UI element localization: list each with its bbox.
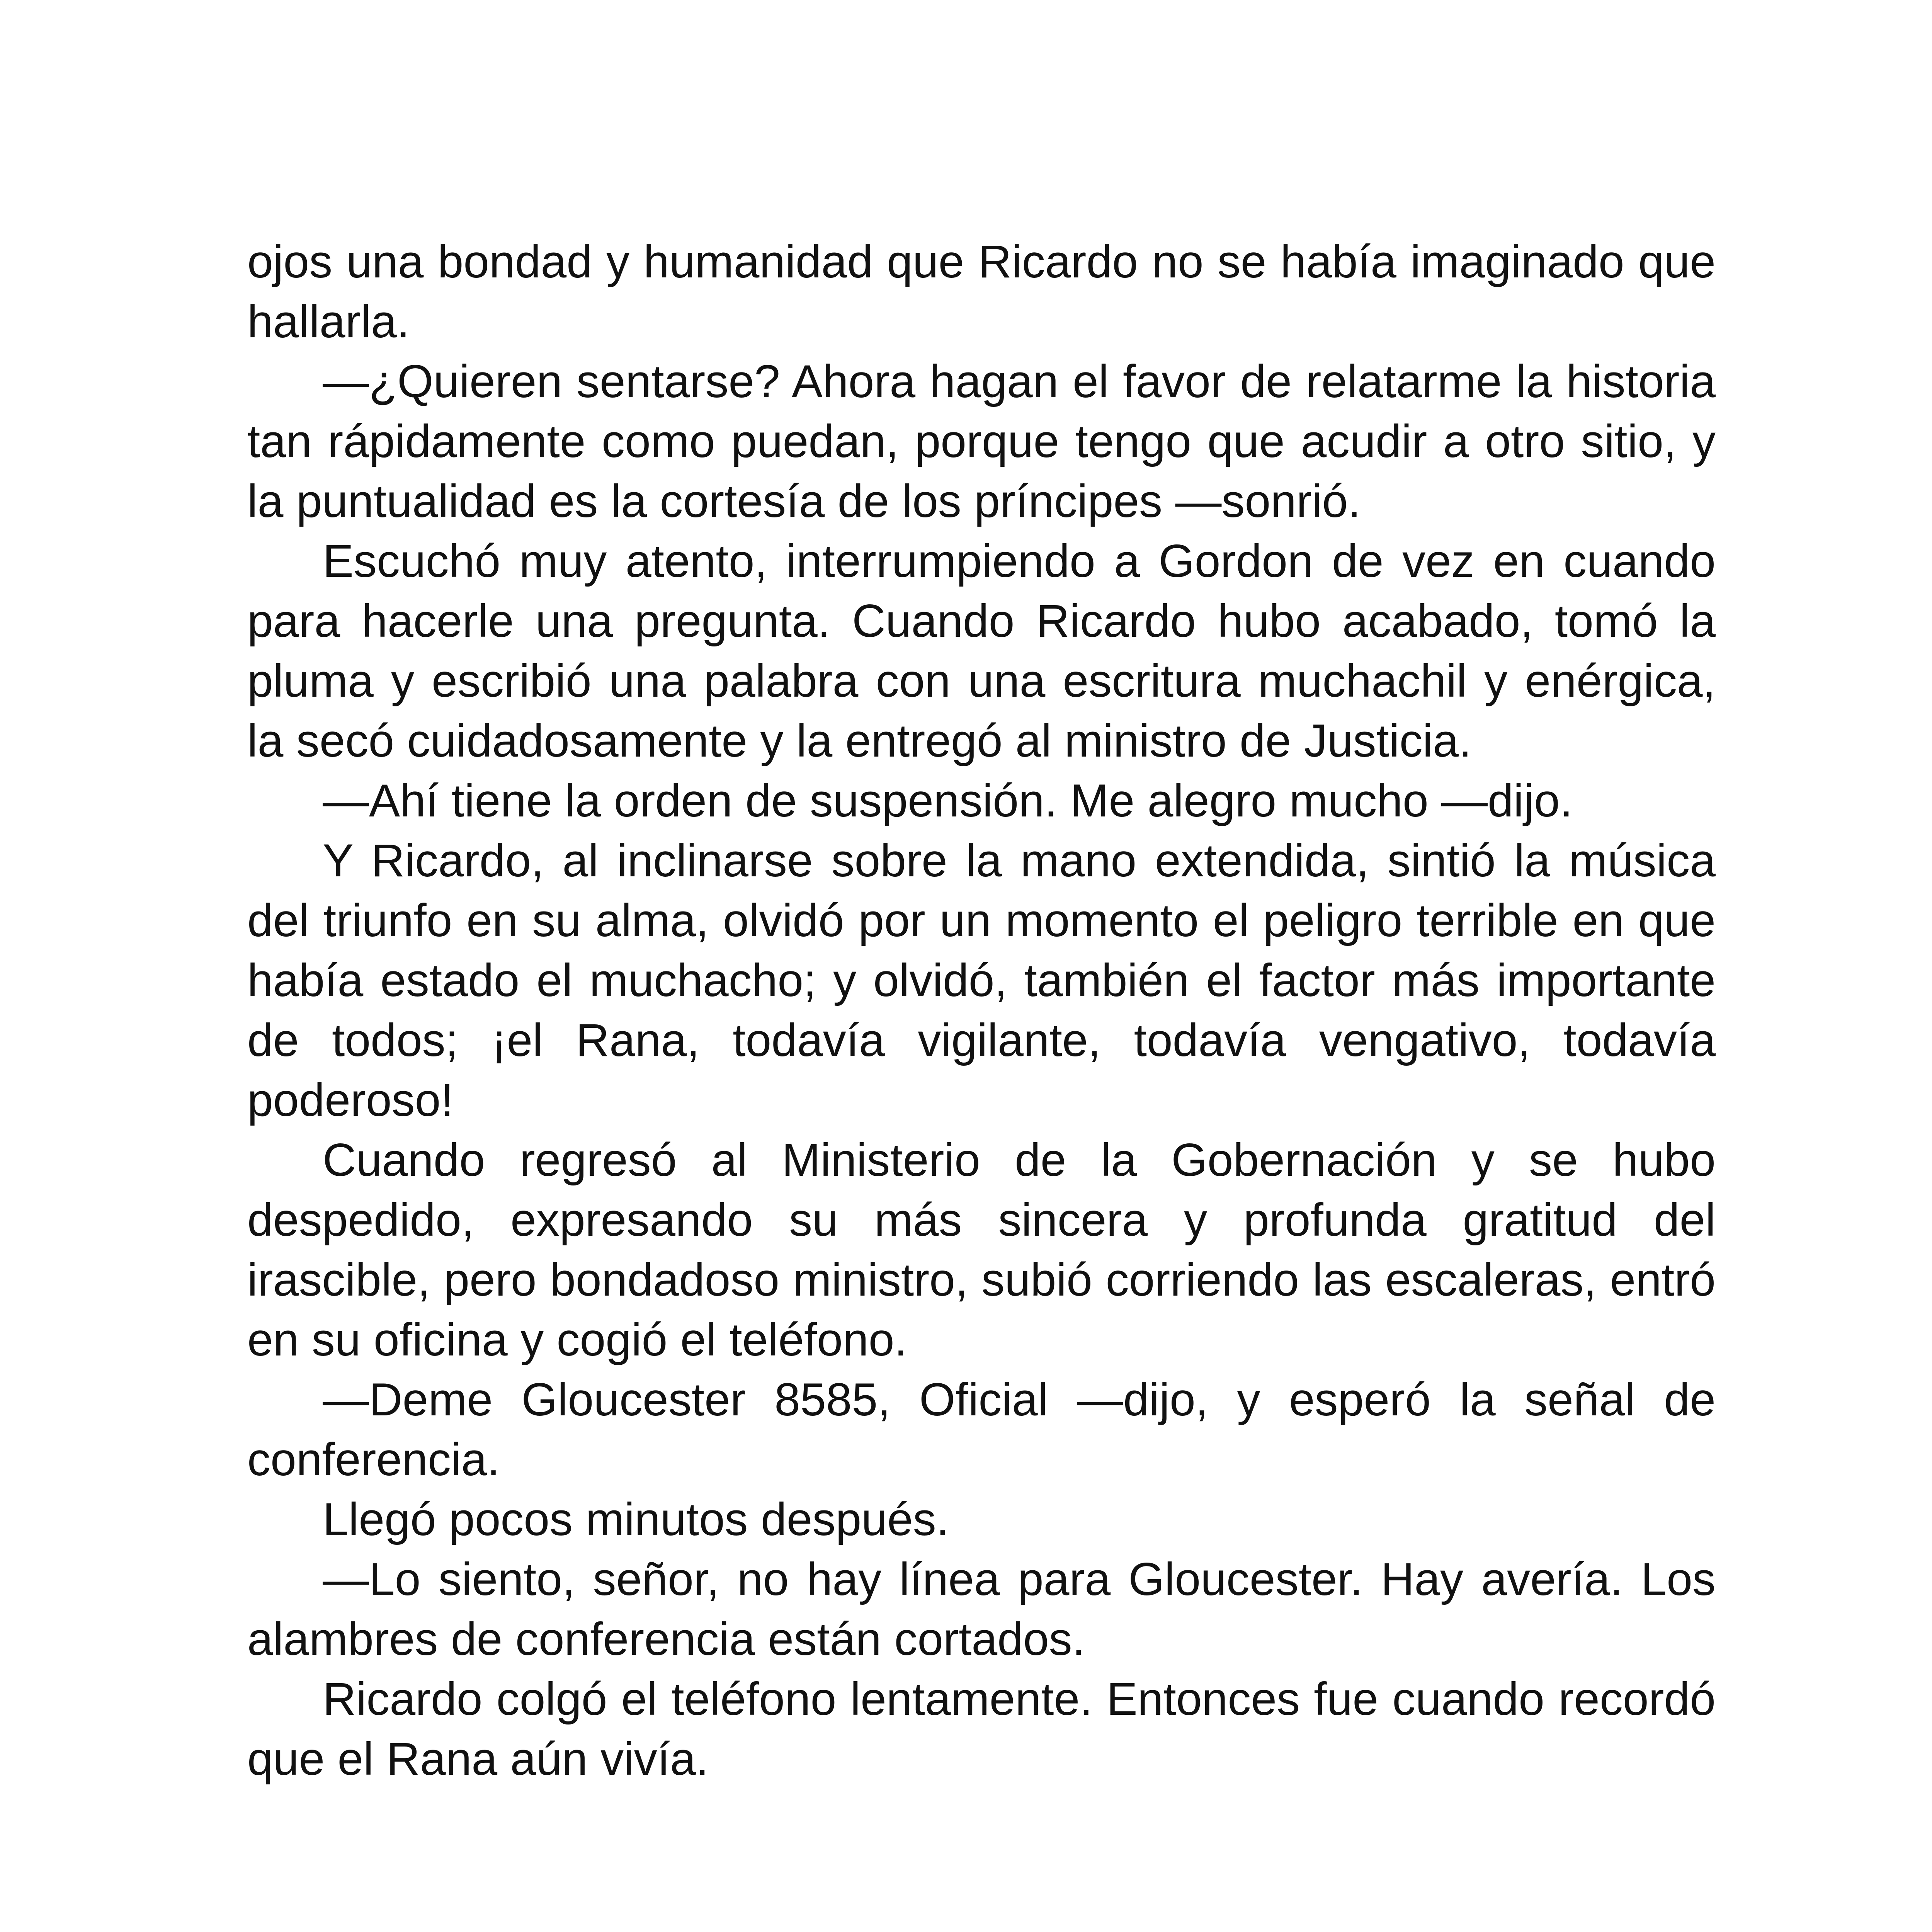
paragraph-4: —Ahí tiene la orden de suspensión. Me alegro mucho —dijo. xyxy=(323,775,1573,827)
paragraph-6: Cuando regresó al Ministerio de la Gobernación y se hubo despedido, expresando su más sincera y profunda gratitud del irascible, pero bondadoso ministro, subió corriendo las escaleras, entró en su oficina y cogió el teléfono. xyxy=(247,1134,1716,1366)
paragraph-2: —¿Quieren sentarse? Ahora hagan el favor de relatarme la historia tan rápidamente como puedan, porque tengo que acudir a otro sitio, y la puntualidad es la cortesía de los príncipes —sonrió. xyxy=(247,355,1716,527)
paragraph-3: Escuchó muy atento, interrumpiendo a Gordon de vez en cuando para hacerle una pregunta. Cuando Ricardo hubo acabado, tomó la pluma y escribió una palabra con una escritura muchachil y enérgica, la secó cuidadosamente y la entregó al ministro de Justicia. xyxy=(247,535,1716,767)
paragraph-9: —Lo siento, señor, no hay línea para Gloucester. Hay avería. Los alambres de conferencia están cortados. xyxy=(247,1553,1716,1665)
paragraph-8: Llegó pocos minutos después. xyxy=(323,1493,949,1545)
paragraph-1: ojos una bondad y humanidad que Ricardo no se había imaginado que hallarla. xyxy=(247,236,1716,347)
paragraph-5: Y Ricardo, al inclinarse sobre la mano extendida, sintió la música del triunfo en su alma, olvidó por un momento el peligro terrible en que había estado el muchacho; y olvidó, también el factor más importante de todos; ¡el Rana, todavía vigilante, todavía vengativo, todavía poderoso! xyxy=(247,835,1716,1126)
paragraph-7: —Deme Gloucester 8585, Oficial —dijo, y esperó la señal de conferencia. xyxy=(247,1374,1716,1485)
body-text xyxy=(247,232,1716,1789)
paragraph-10: Ricardo colgó el teléfono lentamente. Entonces fue cuando recordó que el Rana aún vivía. xyxy=(247,1673,1716,1785)
